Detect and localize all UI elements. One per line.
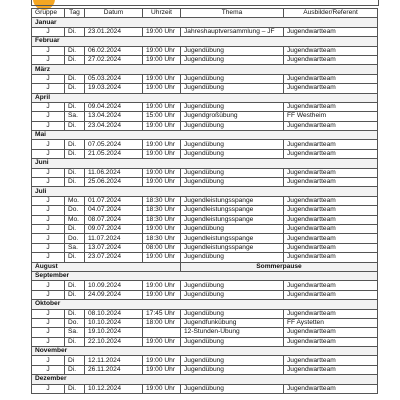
cell-ausbilder: Jugendwartteam — [284, 149, 378, 158]
col-header-tag: Tag — [65, 9, 85, 18]
cell-uhrzeit: 15:00 Uhr — [143, 112, 181, 121]
cell-uhrzeit: 18:30 Uhr — [143, 196, 181, 205]
cell-gruppe: J — [32, 356, 65, 365]
cell-gruppe: J — [32, 121, 65, 130]
cell-ausbilder: Jugendwartteam — [284, 337, 378, 346]
cell-ausbilder: Jugendwartteam — [284, 309, 378, 318]
month-label: Februar — [32, 37, 378, 46]
cell-datum: 13.04.2024 — [85, 112, 143, 121]
cell-ausbilder: Jugendwartteam — [284, 384, 378, 393]
cell-datum: 06.02.2024 — [85, 46, 143, 55]
cell-uhrzeit: 18:00 Uhr — [143, 318, 181, 327]
cell-gruppe: J — [32, 290, 65, 299]
cell-datum: 21.05.2024 — [85, 149, 143, 158]
cell-tag: Di. — [65, 253, 85, 262]
cell-tag: Di. — [65, 55, 85, 64]
cell-datum: 10.12.2024 — [85, 384, 143, 393]
month-row — [32, 131, 378, 140]
cell-datum: 12.11.2024 — [85, 356, 143, 365]
cell-thema: Jahreshauptversammlung – JF — [181, 27, 284, 36]
cell-tag: Di. — [65, 149, 85, 158]
cell-ausbilder: Jugendwartteam — [284, 27, 378, 36]
month-row — [32, 347, 378, 356]
cell-ausbilder: Jugendwartteam — [284, 168, 378, 177]
cell-uhrzeit — [143, 328, 181, 337]
cell-datum: 10.09.2024 — [85, 281, 143, 290]
month-row — [32, 159, 378, 168]
table-row — [32, 253, 378, 262]
table-row — [32, 168, 378, 177]
cell-datum: 27.02.2024 — [85, 55, 143, 64]
month-label: September — [32, 271, 378, 280]
cell-uhrzeit: 19:00 Uhr — [143, 102, 181, 111]
cell-tag: Di. — [65, 290, 85, 299]
cell-tag: Di — [65, 356, 85, 365]
month-note: Sommerpause — [181, 262, 378, 271]
month-label: Mai — [32, 131, 378, 140]
cell-datum: 10.10.2024 — [85, 318, 143, 327]
cell-tag: Sa. — [65, 243, 85, 252]
col-header-ausbilder: Ausbilder/Referent — [284, 9, 378, 18]
cell-uhrzeit: 19:00 Uhr — [143, 55, 181, 64]
month-row — [32, 300, 378, 309]
cell-datum: 08.07.2024 — [85, 215, 143, 224]
cell-tag: Di. — [65, 365, 85, 374]
table-row — [32, 140, 378, 149]
table-row — [32, 234, 378, 243]
cell-ausbilder: FF Aystetten — [284, 318, 378, 327]
cell-datum: 19.03.2024 — [85, 84, 143, 93]
cell-datum: 09.04.2024 — [85, 102, 143, 111]
cell-uhrzeit: 19:00 Uhr — [143, 140, 181, 149]
cell-ausbilder: Jugendwartteam — [284, 74, 378, 83]
cell-gruppe: J — [32, 384, 65, 393]
cell-gruppe: J — [32, 215, 65, 224]
cell-tag: Di. — [65, 102, 85, 111]
cell-datum: 22.10.2024 — [85, 337, 143, 346]
month-label: Dezember — [32, 375, 378, 384]
table-row — [32, 243, 378, 252]
cell-thema: Jugendleistungsspange — [181, 206, 284, 215]
cell-thema: Jugendübung — [181, 55, 284, 64]
cell-datum: 04.07.2024 — [85, 206, 143, 215]
month-row — [32, 187, 378, 196]
cell-ausbilder: Jugendwartteam — [284, 234, 378, 243]
cell-gruppe: J — [32, 149, 65, 158]
cell-datum: 09.07.2024 — [85, 224, 143, 233]
cell-tag: Di. — [65, 168, 85, 177]
cell-gruppe: J — [32, 196, 65, 205]
cell-datum: 24.09.2024 — [85, 290, 143, 299]
cell-ausbilder: Jugendwartteam — [284, 243, 378, 252]
cell-gruppe: J — [32, 140, 65, 149]
cell-uhrzeit: 17:45 Uhr — [143, 309, 181, 318]
cell-tag: Di. — [65, 178, 85, 187]
cell-gruppe: J — [32, 168, 65, 177]
cell-thema: Jugendübung — [181, 309, 284, 318]
cell-tag: Di. — [65, 140, 85, 149]
cell-datum: 19.10.2024 — [85, 328, 143, 337]
cell-uhrzeit: 19:00 Uhr — [143, 253, 181, 262]
cell-thema: 12-Stunden-Übung — [181, 328, 284, 337]
cell-uhrzeit: 19:00 Uhr — [143, 365, 181, 374]
cell-ausbilder: Jugendwartteam — [284, 102, 378, 111]
cell-uhrzeit: 19:00 Uhr — [143, 224, 181, 233]
cell-thema: Jugendgroßübung — [181, 112, 284, 121]
cell-ausbilder: Jugendwartteam — [284, 55, 378, 64]
table-row — [32, 328, 378, 337]
cell-tag: Di. — [65, 337, 85, 346]
cell-uhrzeit: 19:00 Uhr — [143, 121, 181, 130]
month-row — [32, 375, 378, 384]
month-label: April — [32, 93, 378, 102]
cell-gruppe: J — [32, 318, 65, 327]
month-label: Januar — [32, 18, 378, 27]
table-row — [32, 46, 378, 55]
cell-gruppe: J — [32, 74, 65, 83]
cell-uhrzeit: 19:00 Uhr — [143, 356, 181, 365]
cell-datum: 07.05.2024 — [85, 140, 143, 149]
cell-uhrzeit: 19:00 Uhr — [143, 290, 181, 299]
cell-thema: Jugendleistungsspange — [181, 215, 284, 224]
cell-uhrzeit: 19:00 Uhr — [143, 281, 181, 290]
cell-ausbilder: Jugendwartteam — [284, 365, 378, 374]
cell-tag: Di. — [65, 281, 85, 290]
cell-datum: 23.07.2024 — [85, 253, 143, 262]
table-row — [32, 215, 378, 224]
cell-gruppe: J — [32, 206, 65, 215]
cell-ausbilder: FF Westheim — [284, 112, 378, 121]
month-row — [32, 65, 378, 74]
cell-uhrzeit: 19:00 Uhr — [143, 84, 181, 93]
cell-tag: Di. — [65, 224, 85, 233]
cell-thema: Jugendleistungsspange — [181, 196, 284, 205]
cell-gruppe: J — [32, 84, 65, 93]
cell-ausbilder: Jugendwartteam — [284, 206, 378, 215]
cell-uhrzeit: 18:30 Uhr — [143, 215, 181, 224]
cell-datum: 08.10.2024 — [85, 309, 143, 318]
col-header-gruppe: Gruppe — [32, 9, 65, 18]
cell-thema: Jugendübung — [181, 168, 284, 177]
cell-tag: Mo. — [65, 196, 85, 205]
cell-ausbilder: Jugendwartteam — [284, 84, 378, 93]
cell-datum: 23.01.2024 — [85, 27, 143, 36]
table-row — [32, 84, 378, 93]
cell-thema: Jugendübung — [181, 281, 284, 290]
cell-ausbilder: Jugendwartteam — [284, 281, 378, 290]
table-row — [32, 356, 378, 365]
cell-uhrzeit: 19:00 Uhr — [143, 168, 181, 177]
cell-thema: Jugendübung — [181, 224, 284, 233]
month-row — [32, 18, 378, 27]
cell-uhrzeit: 19:00 Uhr — [143, 178, 181, 187]
month-label: August — [32, 262, 181, 271]
cell-gruppe: J — [32, 102, 65, 111]
table-row — [32, 384, 378, 393]
cell-gruppe: J — [32, 27, 65, 36]
cell-tag: Sa. — [65, 328, 85, 337]
table-row — [32, 290, 378, 299]
cell-ausbilder: Jugendwartteam — [284, 46, 378, 55]
cell-thema: Jugendübung — [181, 253, 284, 262]
cell-datum: 11.06.2024 — [85, 168, 143, 177]
cell-gruppe: J — [32, 281, 65, 290]
col-header-thema: Thema — [181, 9, 284, 18]
cell-uhrzeit: 19:00 Uhr — [143, 46, 181, 55]
table-row — [32, 281, 378, 290]
cell-datum: 05.03.2024 — [85, 74, 143, 83]
cell-gruppe: J — [32, 337, 65, 346]
cell-uhrzeit: 19:00 Uhr — [143, 384, 181, 393]
cell-thema: Jugendübung — [181, 365, 284, 374]
table-row — [32, 102, 378, 111]
cell-ausbilder: Jugendwartteam — [284, 196, 378, 205]
table-row — [32, 224, 378, 233]
cell-gruppe: J — [32, 178, 65, 187]
cell-gruppe: J — [32, 365, 65, 374]
table-row — [32, 178, 378, 187]
table-row — [32, 309, 378, 318]
cell-tag: Di. — [65, 46, 85, 55]
table-row — [32, 121, 378, 130]
cell-ausbilder: Jugendwartteam — [284, 224, 378, 233]
table-row — [32, 337, 378, 346]
cell-tag: Di. — [65, 84, 85, 93]
cell-tag: Di. — [65, 74, 85, 83]
cell-thema: Jugendübung — [181, 102, 284, 111]
table-row — [32, 74, 378, 83]
month-row — [32, 37, 378, 46]
cell-thema: Jugendübung — [181, 74, 284, 83]
table-row — [32, 149, 378, 158]
cell-uhrzeit: 18:30 Uhr — [143, 206, 181, 215]
col-header-datum: Datum — [85, 9, 143, 18]
month-row — [32, 262, 378, 271]
cell-ausbilder: Jugendwartteam — [284, 290, 378, 299]
cell-thema: Jugendübung — [181, 46, 284, 55]
cell-tag: Mo. — [65, 215, 85, 224]
cell-thema: Jugendleistungsspange — [181, 234, 284, 243]
table-row — [32, 112, 378, 121]
cell-ausbilder: Jugendwartteam — [284, 253, 378, 262]
cell-datum: 25.06.2024 — [85, 178, 143, 187]
col-header-uhrzeit: Uhrzeit — [143, 9, 181, 18]
cell-tag: Sa. — [65, 112, 85, 121]
header-strip — [31, 0, 379, 6]
cell-uhrzeit: 19:00 Uhr — [143, 74, 181, 83]
table-row — [32, 206, 378, 215]
cell-thema: Jugendübung — [181, 384, 284, 393]
cell-tag: Do. — [65, 234, 85, 243]
cell-thema: Jugendübung — [181, 140, 284, 149]
cell-gruppe: J — [32, 253, 65, 262]
month-label: Juni — [32, 159, 378, 168]
month-label: November — [32, 347, 378, 356]
cell-gruppe: J — [32, 46, 65, 55]
month-label: Juli — [32, 187, 378, 196]
table-row — [32, 27, 378, 36]
cell-ausbilder: Jugendwartteam — [284, 215, 378, 224]
cell-gruppe: J — [32, 328, 65, 337]
cell-ausbilder: Jugendwartteam — [284, 356, 378, 365]
month-label: März — [32, 65, 378, 74]
cell-thema: Jugendübung — [181, 149, 284, 158]
cell-gruppe: J — [32, 55, 65, 64]
header-row — [32, 9, 378, 18]
schedule-table — [31, 8, 378, 394]
cell-ausbilder: Jugendwartteam — [284, 328, 378, 337]
cell-uhrzeit: 19:00 Uhr — [143, 27, 181, 36]
cell-ausbilder: Jugendwartteam — [284, 140, 378, 149]
table-row — [32, 318, 378, 327]
table-row — [32, 196, 378, 205]
cell-datum: 26.11.2024 — [85, 365, 143, 374]
cell-uhrzeit: 08:00 Uhr — [143, 243, 181, 252]
cell-gruppe: J — [32, 309, 65, 318]
cell-thema: Jugendübung — [181, 84, 284, 93]
cell-thema: Jugendfunkübung — [181, 318, 284, 327]
cell-thema: Jugendübung — [181, 178, 284, 187]
cell-tag: Di. — [65, 384, 85, 393]
cell-uhrzeit: 19:00 Uhr — [143, 337, 181, 346]
cell-gruppe: J — [32, 234, 65, 243]
schedule-body — [32, 18, 378, 394]
cell-datum: 13.07.2024 — [85, 243, 143, 252]
cell-thema: Jugendübung — [181, 337, 284, 346]
cell-ausbilder: Jugendwartteam — [284, 121, 378, 130]
table-row — [32, 365, 378, 374]
cell-gruppe: J — [32, 112, 65, 121]
table-row — [32, 55, 378, 64]
cell-ausbilder: Jugendwartteam — [284, 178, 378, 187]
cell-uhrzeit: 19:00 Uhr — [143, 149, 181, 158]
month-label: Oktober — [32, 300, 378, 309]
cell-thema: Jugendübung — [181, 290, 284, 299]
cell-tag: Di. — [65, 27, 85, 36]
cell-tag: Di. — [65, 121, 85, 130]
month-row — [32, 271, 378, 280]
cell-tag: Di. — [65, 309, 85, 318]
cell-tag: Do. — [65, 206, 85, 215]
cell-thema: Jugendübung — [181, 356, 284, 365]
cell-uhrzeit: 18:30 Uhr — [143, 234, 181, 243]
cell-datum: 11.07.2024 — [85, 234, 143, 243]
cell-thema: Jugendübung — [181, 121, 284, 130]
cell-thema: Jugendleistungsspange — [181, 243, 284, 252]
cell-datum: 01.07.2024 — [85, 196, 143, 205]
cell-gruppe: J — [32, 243, 65, 252]
cell-tag: Do. — [65, 318, 85, 327]
cell-datum: 23.04.2024 — [85, 121, 143, 130]
cell-gruppe: J — [32, 224, 65, 233]
month-row — [32, 93, 378, 102]
